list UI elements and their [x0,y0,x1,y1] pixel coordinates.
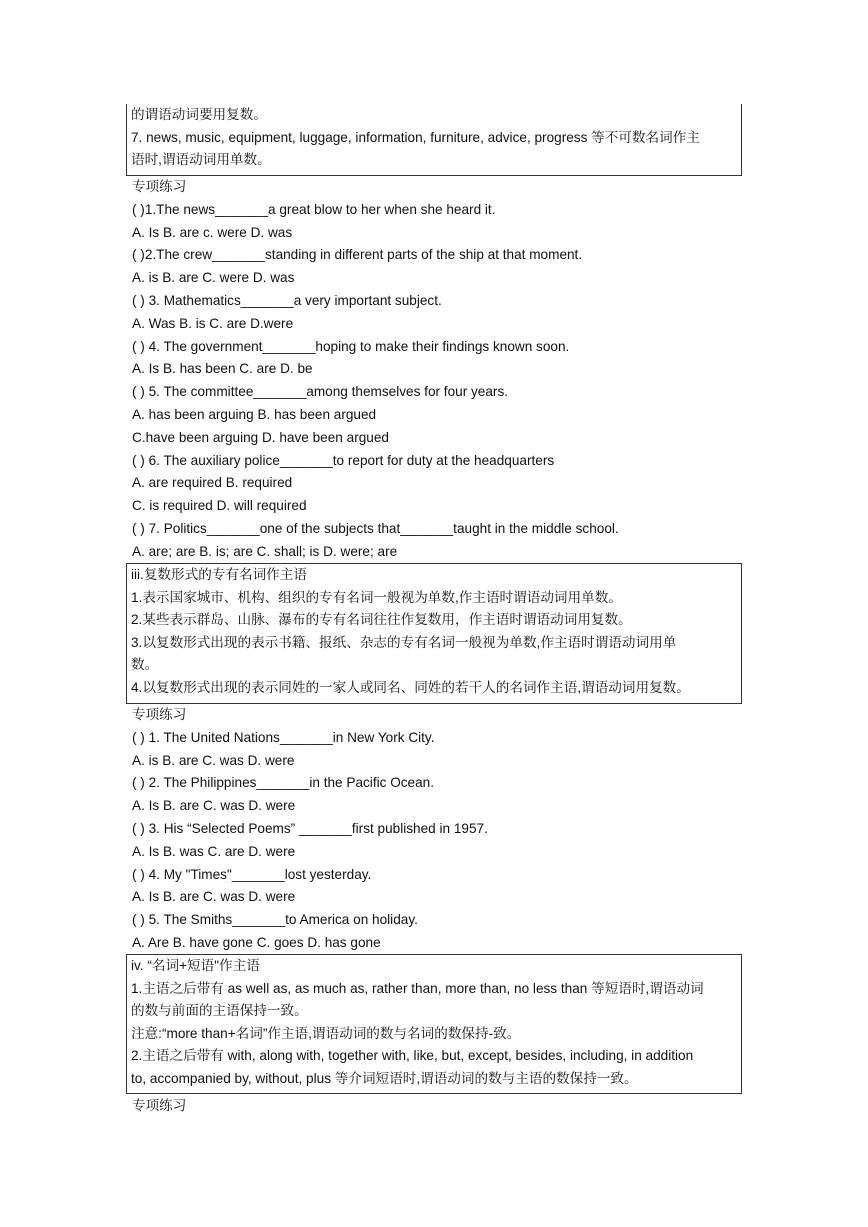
rule-note: 注意:“more than+名词”作主语,谓语动词的数与名词的数保持-致。 [131,1025,521,1041]
section-title: 专项练习 [132,1098,187,1113]
options-line: A. Was B. is C. are D.were [132,315,294,331]
options-line: A. Is B. are c. were D. was [132,224,293,240]
rule-line: 语时,谓语动词用单数。 [131,152,271,168]
question-line: ( ) 4. My "Times"_______lost yesterday. [132,866,372,882]
options-line: A. Is B. are C. was D. were [132,798,296,814]
options-line: A. has been arguing B. has been argued [132,406,377,422]
question-line: ( )1.The news_______a great blow to her when she heard it. [132,201,496,217]
options-line: A. Are B. have gone C. goes D. has gone [132,934,381,950]
rule-line: 的谓语动词要用复数。 [131,107,267,122]
question-line: ( ) 6. The auxiliary police_______to report for duty at the headquarters [132,452,555,468]
question-line: ( ) 1. The United Nations_______in New York City. [132,729,435,745]
rule-box-noun-phrase [126,954,742,1094]
rule-line: 4.以复数形式出现的表示同姓的一家人或同名、同姓的若干人的名词作主语,谓语动词用复数。 [131,679,690,695]
question-line: ( ) 3. Mathematics_______a very important subject. [132,292,442,308]
options-line: A. is B. are C. was D. were [132,752,295,768]
question-line: ( ) 2. The Philippines_______in the Pacific Ocean. [132,775,435,791]
rule-line: 1.主语之后带有 as well as, as much as, rather than, more than, no less than 等短语时,谓语动词 [131,980,704,996]
options-line: A. is B. are C. were D. was [132,270,295,286]
options-line: C. is required D. will required [132,498,307,514]
question-line: ( ) 5. The committee_______among themselves for four years. [132,384,509,400]
options-line: A. are required B. required [132,475,293,491]
rule-line: 2.某些表示群岛、山脉、瀑布的专有名词往往作复数用，作主语时谓语动词用复数。 [131,612,632,628]
exercise-section-3 [132,1095,752,1118]
rule-line: 3.以复数形式出现的表示书籍、报纸、杂志的专有名词一般视为单数,作主语时谓语动词用单 [131,634,677,650]
rule-line: 7. news, music, equipment, luggage, information, furniture, advice, progress 等不可数名词作主 [131,129,700,145]
options-line: A. Is B. has been C. are D. be [132,361,313,377]
section-title: 专项练习 [132,179,187,194]
exercise-section-2 [132,704,752,955]
rule-box-uncountable [126,104,742,176]
rule-line: 2.主语之后带有 with, along with, together with, like, but, except, besides, including, in addition [131,1048,694,1064]
question-line: ( )2.The crew_______standing in different parts of the ship at that moment. [132,247,583,263]
question-line: ( ) 4. The government_______hoping to make their findings known soon. [132,338,570,354]
exercise-section-1 [132,176,752,564]
options-line: A. Is B. are C. was D. were [132,889,296,905]
rule-heading: iii.复数形式的专有名词作主语 [131,567,307,582]
options-line: A. are; are B. is; are C. shall; is D. were; are [132,543,398,559]
rule-heading: iv. “名词+短语"作主语 [131,958,260,973]
options-line: A. Is B. was C. are D. were [132,843,296,859]
rule-box-proper-nouns [126,563,742,704]
options-line: C.have been arguing D. have been argued [132,429,389,445]
section-title: 专项练习 [132,707,187,722]
rule-line: to, accompanied by, without, plus 等介词短语时,谓语动词的数与主语的数保持一致。 [131,1070,638,1086]
question-line: ( ) 3. His “Selected Poems” _______first published in 1957. [132,820,488,836]
rule-line: 的数与前面的主语保持一致。 [131,1003,308,1019]
rule-line: 1.表示国家城市、机构、组织的专有名词一般视为单数,作主语时谓语动词用单数。 [131,589,622,605]
question-line: ( ) 5. The Smiths_______to America on holiday. [132,912,418,928]
question-line: ( ) 7. Politics_______one of the subjects that_______taught in the middle school. [132,520,619,536]
rule-line: 数。 [131,657,159,673]
